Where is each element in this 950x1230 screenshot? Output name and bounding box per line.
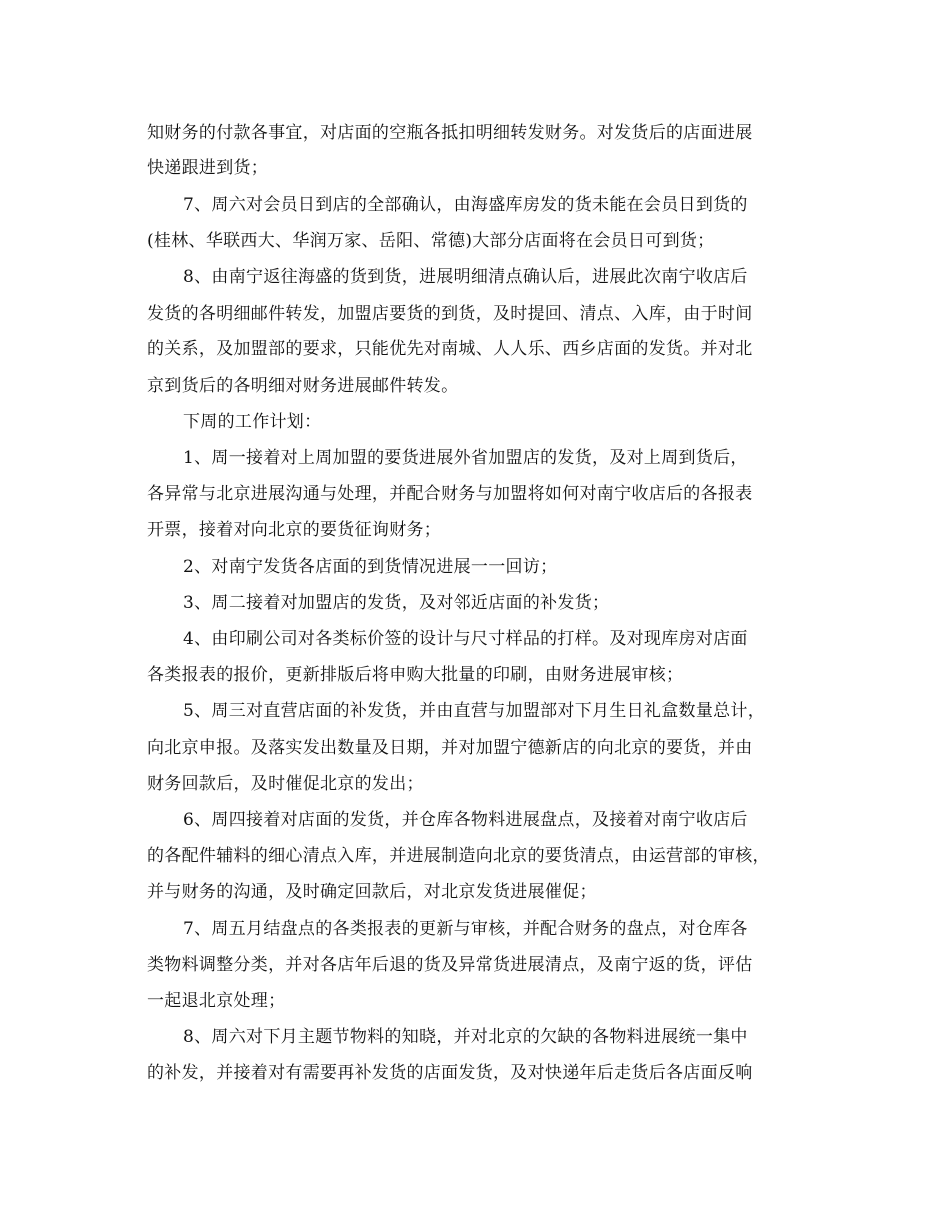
text-line: 向北京申报。及落实发出数量及日期，并对加盟宁德新店的向北京的要货，并由 [147, 738, 753, 758]
text-line: 的补发，并接着对有需要再补发货的店面发货，及对快递年后走货后各店面反响 [147, 1063, 753, 1083]
paragraph-start-line: 2、对南宁发货各店面的到货情况进展一一回访； [183, 557, 558, 577]
paragraph-start-line: 1、周一接着对上周加盟的要货进展外省加盟店的发货，及对上周到货后， [183, 448, 748, 468]
paragraph-start-line: 8、周六对下月主题节物料的知晓，并对北京的欠缺的各物料进展统一集中 [183, 1027, 748, 1047]
text-line: 并与财务的沟通，及时确定回款后，对北京发货进展催促； [147, 882, 597, 902]
paragraph-start-line: 7、周六对会员日到店的全部确认，由海盛库房发的货未能在会员日到货的 [183, 195, 748, 215]
text-line: 各类报表的报价，更新排版后将申购大批量的印刷，由财务进展审核； [147, 665, 684, 685]
text-line: 的关系，及加盟部的要求，只能优先对南城、人人乐、西乡店面的发货。并对北 [147, 339, 753, 359]
text-line: 快递跟进到货； [147, 158, 269, 178]
paragraph-start-line: 7、周五月结盘点的各类报表的更新与审核，并配合财务的盘点，对仓库各 [183, 919, 748, 939]
paragraph-start-line: 3、周二接着对加盟店的发货，及对邻近店面的补发货； [183, 593, 610, 613]
paragraph-start-line: 4、由印刷公司对各类标价签的设计与尺寸样品的打样。及对现库房对店面 [183, 629, 748, 649]
section-heading: 下周的工作计划： [183, 412, 322, 432]
text-line: 一起退北京处理； [147, 991, 286, 1011]
text-line: 知财务的付款各事宜，对店面的空瓶各抵扣明细转发财务。对发货后的店面进展 [147, 123, 753, 143]
text-line: 财务回款后，及时催促北京的发出； [147, 774, 424, 794]
paragraph-start-line: 8、由南宁返往海盛的货到货，进展明细清点确认后，进展此次南宁收店后 [183, 267, 748, 287]
text-line: 的各配件辅料的细心清点入库，并进展制造向北京的要货清点，由运营部的审核， [147, 846, 770, 866]
text-line: 各异常与北京进展沟通与处理，并配合财务与加盟将如何对南宁收店后的各报表 [147, 484, 753, 504]
text-line: 发货的各明细邮件转发，加盟店要货的到货，及时提回、清点、入库，由于时间 [147, 304, 753, 324]
text-line: 开票，接着对向北京的要货征询财务； [147, 520, 442, 540]
paragraph-start-line: 6、周四接着对店面的发货，并仓库各物料进展盘点，及接着对南宁收店后 [183, 810, 748, 830]
text-line: 京到货后的各明细对财务进展邮件转发。 [147, 376, 459, 396]
text-line: (桂林、华联西大、华润万家、岳阳、常德)大部分店面将在会员日可到货； [147, 231, 715, 251]
paragraph-start-line: 5、周三对直营店面的补发货，并由直营与加盟部对下月生日礼盒数量总计， [183, 701, 766, 721]
text-line: 类物料调整分类，并对各店年后退的货及异常货进展清点，及南宁返的货，评估 [147, 955, 753, 975]
